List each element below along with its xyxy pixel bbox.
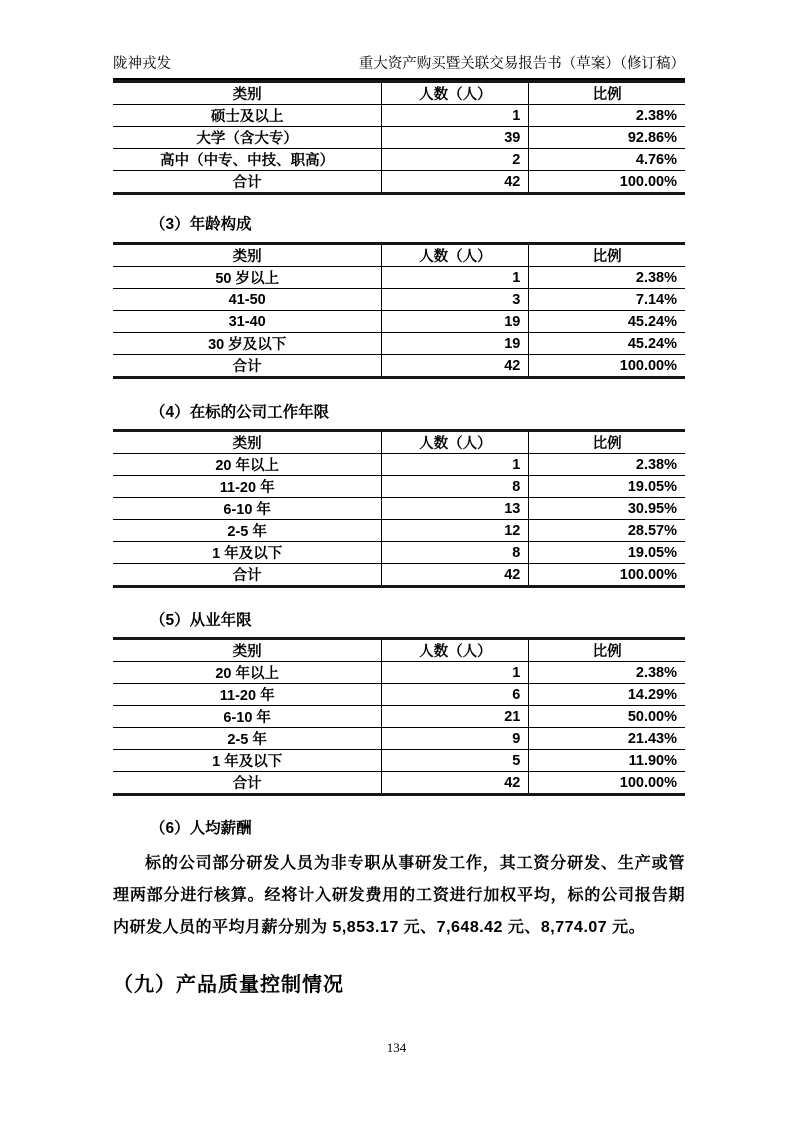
column-header: 比例 bbox=[529, 639, 685, 662]
section-heading-company-tenure: （4）在标的公司工作年限 bbox=[150, 404, 330, 421]
table-row bbox=[113, 149, 685, 171]
page-number: 134 bbox=[386, 1040, 407, 1055]
table-row bbox=[113, 105, 685, 127]
table-row bbox=[113, 289, 685, 311]
table-row bbox=[113, 542, 685, 564]
count-cell: 42 bbox=[382, 355, 529, 378]
column-header: 类别 bbox=[113, 244, 382, 267]
ratio-cell: 19.05% bbox=[529, 542, 685, 564]
column-header: 类别 bbox=[113, 639, 382, 662]
table-row bbox=[113, 750, 685, 772]
category-cell: 合计 bbox=[232, 175, 262, 191]
count-cell: 9 bbox=[382, 728, 529, 750]
table-row bbox=[113, 706, 685, 728]
table-row bbox=[113, 476, 685, 498]
column-header: 人数（人） bbox=[382, 431, 529, 454]
count-cell: 12 bbox=[382, 520, 529, 542]
table-row bbox=[113, 355, 685, 378]
category-cell: 大学（含大专） bbox=[113, 127, 382, 149]
ratio-cell: 45.24% bbox=[529, 311, 685, 333]
category-cell: 6-10 年 bbox=[113, 706, 382, 728]
category-cell: 20 年以上 bbox=[113, 662, 382, 684]
category-cell: 11-20 年 bbox=[113, 684, 382, 706]
ratio-cell: 92.86% bbox=[529, 127, 685, 149]
ratio-cell: 2.38% bbox=[529, 662, 685, 684]
column-header: 人数（人） bbox=[382, 639, 529, 662]
table-row bbox=[113, 311, 685, 333]
age-composition-table bbox=[113, 242, 685, 379]
ratio-cell: 100.00% bbox=[529, 772, 685, 795]
count-cell: 1 bbox=[382, 454, 529, 476]
count-cell: 21 bbox=[382, 706, 529, 728]
ratio-cell: 50.00% bbox=[529, 706, 685, 728]
count-cell: 39 bbox=[382, 127, 529, 149]
table-row bbox=[113, 684, 685, 706]
ratio-cell: 2.38% bbox=[529, 267, 685, 289]
major-section-heading-quality: （九）产品质量控制情况 bbox=[113, 974, 344, 996]
category-cell: 41-50 bbox=[113, 289, 382, 311]
count-cell: 19 bbox=[382, 311, 529, 333]
count-cell: 13 bbox=[382, 498, 529, 520]
category-cell: 合计 bbox=[232, 568, 262, 584]
table-header-row bbox=[113, 82, 685, 105]
column-header: 类别 bbox=[113, 82, 382, 105]
column-header: 人数（人） bbox=[382, 82, 529, 105]
count-cell: 1 bbox=[382, 662, 529, 684]
ratio-cell: 100.00% bbox=[529, 564, 685, 587]
ratio-cell: 30.95% bbox=[529, 498, 685, 520]
ratio-cell: 21.43% bbox=[529, 728, 685, 750]
ratio-cell: 11.90% bbox=[529, 750, 685, 772]
running-header bbox=[113, 52, 685, 80]
header-company-name: 陇神戎发 bbox=[113, 56, 171, 72]
category-cell: 1 年及以下 bbox=[113, 750, 382, 772]
count-cell: 19 bbox=[382, 333, 529, 355]
ratio-cell: 4.76% bbox=[529, 149, 685, 171]
table-row bbox=[113, 662, 685, 684]
column-header: 人数（人） bbox=[382, 244, 529, 267]
education-composition-table bbox=[113, 80, 685, 195]
category-cell: 11-20 年 bbox=[113, 476, 382, 498]
table-row bbox=[113, 520, 685, 542]
category-cell: 6-10 年 bbox=[113, 498, 382, 520]
count-cell: 2 bbox=[382, 149, 529, 171]
ratio-cell: 2.38% bbox=[529, 105, 685, 127]
section-heading-salary: （6）人均薪酬 bbox=[150, 820, 252, 837]
table-row bbox=[113, 267, 685, 289]
header-document-title: 重大资产购买暨关联交易报告书（草案）（修订稿） bbox=[358, 56, 685, 72]
category-cell: 20 年以上 bbox=[113, 454, 382, 476]
column-header: 类别 bbox=[113, 431, 382, 454]
category-cell: 30 岁及以下 bbox=[113, 333, 382, 355]
count-cell: 42 bbox=[382, 772, 529, 795]
ratio-cell: 100.00% bbox=[529, 171, 685, 194]
column-header: 比例 bbox=[529, 431, 685, 454]
category-cell: 合计 bbox=[232, 776, 262, 792]
category-cell: 31-40 bbox=[113, 311, 382, 333]
ratio-cell: 19.05% bbox=[529, 476, 685, 498]
count-cell: 3 bbox=[382, 289, 529, 311]
count-cell: 42 bbox=[382, 171, 529, 194]
industry-tenure-table bbox=[113, 637, 685, 796]
ratio-cell: 7.14% bbox=[529, 289, 685, 311]
ratio-cell: 45.24% bbox=[529, 333, 685, 355]
table-row bbox=[113, 772, 685, 795]
company-tenure-table bbox=[113, 429, 685, 588]
table-header-row bbox=[113, 244, 685, 267]
category-cell: 合计 bbox=[232, 359, 262, 375]
column-header: 比例 bbox=[529, 82, 685, 105]
table-row bbox=[113, 498, 685, 520]
category-cell: 1 年及以下 bbox=[113, 542, 382, 564]
count-cell: 1 bbox=[382, 105, 529, 127]
ratio-cell: 2.38% bbox=[529, 454, 685, 476]
table-row bbox=[113, 564, 685, 587]
category-cell: 2-5 年 bbox=[113, 728, 382, 750]
table-row bbox=[113, 127, 685, 149]
category-cell: 2-5 年 bbox=[113, 520, 382, 542]
count-cell: 5 bbox=[382, 750, 529, 772]
salary-paragraph: 标的公司部分研发人员为非专职从事研发工作，其工资分研发、生产或管理两部分进行核算。经将计入研发费用的工资进行加权平均，标的公司报告期内研发人员的平均月薪分别为 5,853.17 元、7,648.42 元、8,774.07 元。 bbox=[113, 855, 685, 936]
table-row bbox=[113, 454, 685, 476]
count-cell: 8 bbox=[382, 542, 529, 564]
table-row bbox=[113, 171, 685, 194]
count-cell: 6 bbox=[382, 684, 529, 706]
section-heading-age: （3）年龄构成 bbox=[150, 216, 252, 233]
table-header-row bbox=[113, 639, 685, 662]
category-cell: 50 岁以上 bbox=[113, 267, 382, 289]
category-cell: 高中（中专、中技、职高） bbox=[113, 149, 382, 171]
section-heading-industry-tenure: （5）从业年限 bbox=[150, 612, 252, 629]
count-cell: 1 bbox=[382, 267, 529, 289]
table-header-row bbox=[113, 431, 685, 454]
column-header: 比例 bbox=[529, 244, 685, 267]
table-row bbox=[113, 333, 685, 355]
count-cell: 42 bbox=[382, 564, 529, 587]
count-cell: 8 bbox=[382, 476, 529, 498]
ratio-cell: 28.57% bbox=[529, 520, 685, 542]
ratio-cell: 14.29% bbox=[529, 684, 685, 706]
ratio-cell: 100.00% bbox=[529, 355, 685, 378]
table-row bbox=[113, 728, 685, 750]
category-cell: 硕士及以上 bbox=[113, 105, 382, 127]
